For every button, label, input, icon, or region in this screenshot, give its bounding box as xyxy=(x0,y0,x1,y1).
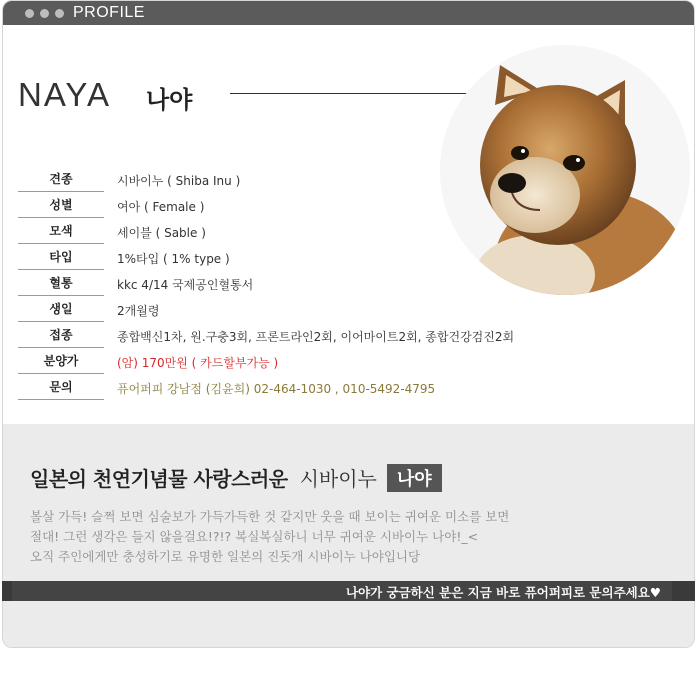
header-bar xyxy=(3,1,694,25)
description-line: 볼살 가득! 슬쩍 보면 심술보가 가득가득한 것 같지만 웃을 때 보이는 귀여운 미소를 보면 xyxy=(30,509,510,524)
name-divider xyxy=(230,93,474,94)
info-value: 종합백신1차, 원.구충3회, 프론트라인2회, 이어마이트2회, 종합건강검진2회 xyxy=(117,330,515,344)
intro-headline xyxy=(30,463,442,492)
description-line: 절대! 그런 생각은 들지 않을걸요!?!? 복실복실하니 너무 귀여운 시바이누 나야!_< xyxy=(30,529,479,544)
info-value: 여아 ( Female ) xyxy=(117,200,205,214)
headline-bold: 일본의 천연기념물 사랑스러운 xyxy=(30,467,288,491)
shiba-puppy-image xyxy=(440,45,690,295)
dot-icon xyxy=(25,9,34,18)
info-label: 성별 xyxy=(18,194,104,218)
info-label: 분양가 xyxy=(18,350,104,374)
info-value: 시바이누 ( Shiba Inu ) xyxy=(117,174,241,188)
puppy-photo xyxy=(440,45,690,295)
info-label: 혈통 xyxy=(18,272,104,296)
puppy-name-english: NAYA xyxy=(18,76,111,113)
info-label: 견종 xyxy=(18,168,104,192)
window-dots xyxy=(25,9,64,18)
contact-value[interactable]: 퓨어퍼피 강남점 (김윤희) 02-464-1030 , 010-5492-4795 xyxy=(117,382,436,396)
info-value: 1%타입 ( 1% type ) xyxy=(117,252,230,266)
info-value: 세이블 ( Sable ) xyxy=(117,226,206,240)
header-title: PROFILE xyxy=(73,4,145,21)
inquiry-banner-text: 나야가 궁금하신 분은 지금 바로 퓨어퍼피로 문의주세요♥ xyxy=(345,585,661,600)
description-line: 오직 주인에게만 충성하기로 유명한 일본의 진돗개 시바이누 나야입니당 xyxy=(30,549,421,564)
info-value: kkc 4/14 국제공인혈통서 xyxy=(117,278,254,292)
info-label: 문의 xyxy=(18,376,104,400)
headline-name-tag: 나야 xyxy=(387,464,442,492)
info-label: 생일 xyxy=(18,298,104,322)
puppy-name-korean: 나야 xyxy=(146,86,193,114)
info-label: 모색 xyxy=(18,220,104,244)
dot-icon xyxy=(55,9,64,18)
price-value: (암) 170만원 ( 카드할부가능 ) xyxy=(117,356,279,370)
info-label: 접종 xyxy=(18,324,104,348)
dot-icon xyxy=(40,9,49,18)
intro-description xyxy=(30,507,509,567)
inquiry-banner[interactable] xyxy=(2,581,695,601)
headline-breed: 시바이누 xyxy=(299,467,377,491)
info-label: 타입 xyxy=(18,246,104,270)
info-value: 2개월령 xyxy=(117,304,160,318)
